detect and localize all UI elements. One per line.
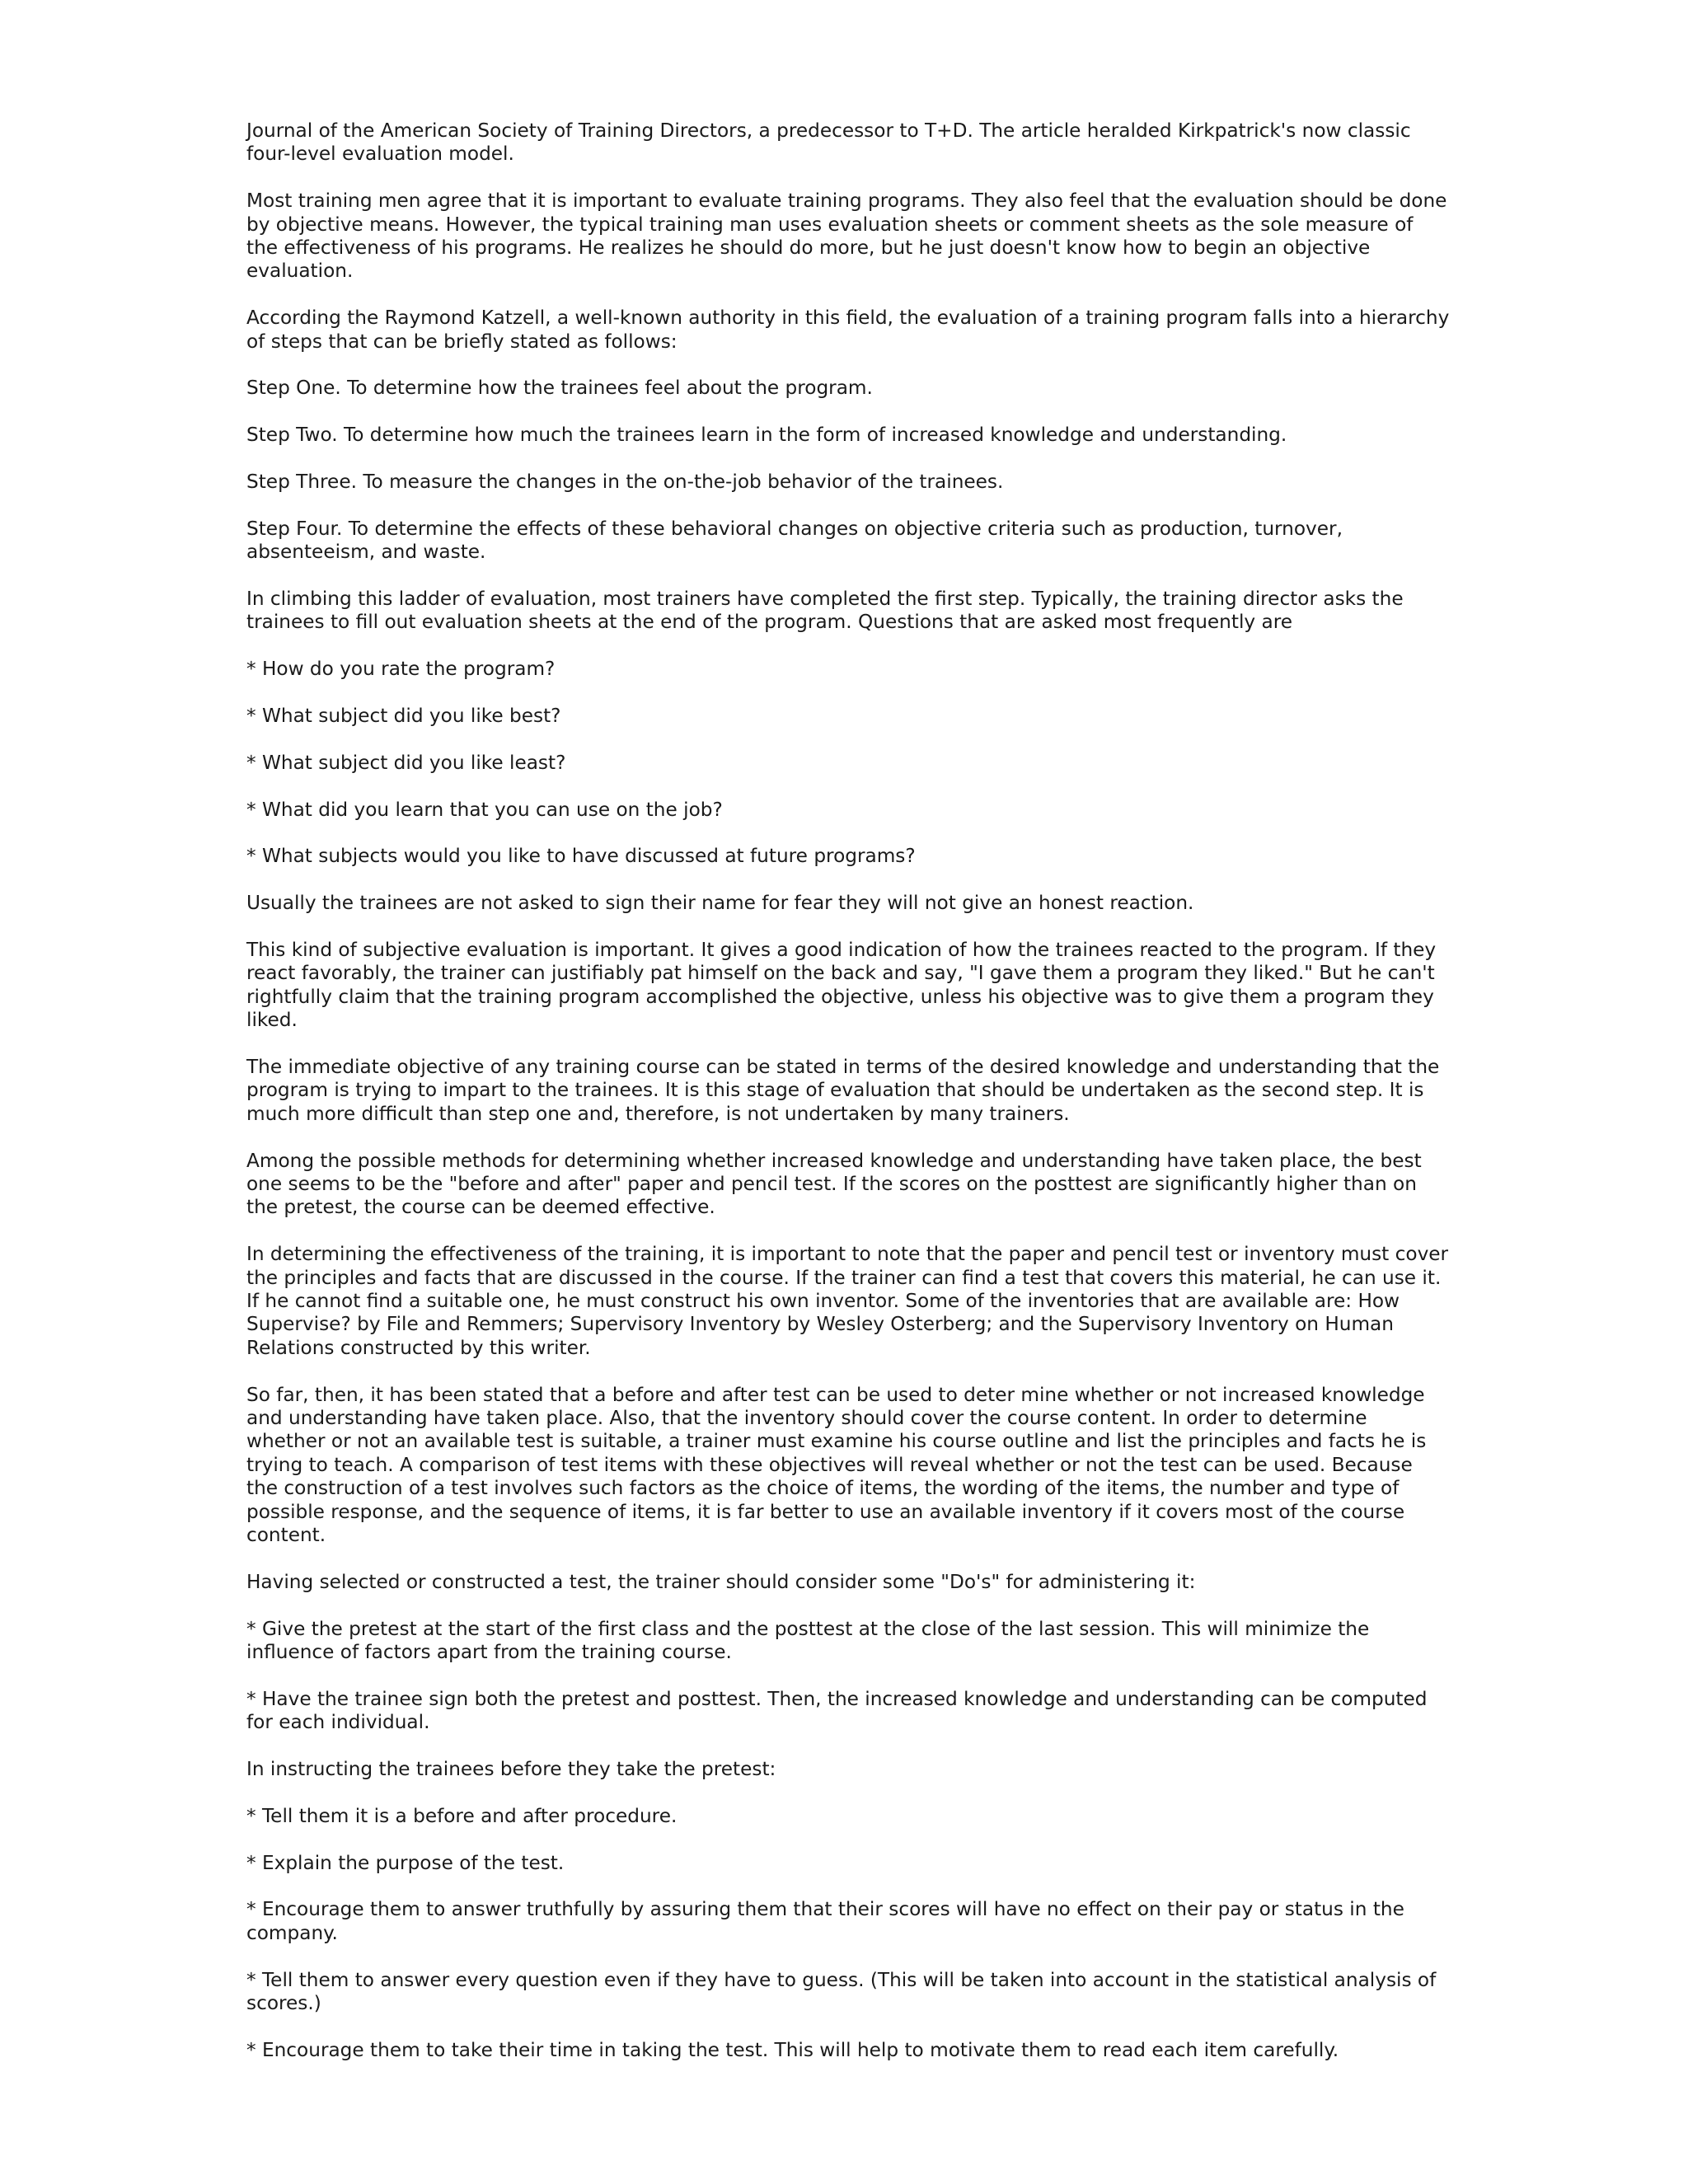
paragraph: Among the possible methods for determining whether increased knowledge and understanding have taken place, the best one seems to be the "before and after" paper and pencil test. If the scores on the posttest are significantly higher than on the pretest, the course can be deemed effective. <box>246 1149 1422 1219</box>
bullet-item: * Tell them to answer every question even if they have to guess. (This will be taken into account in the statistical analysis of scores.) <box>246 1968 1437 2015</box>
bullet-item: * Encourage them to take their time in taking the test. This will help to motivate them to read each item carefully. <box>246 2038 1339 2061</box>
bullet-item: * Explain the purpose of the test. <box>246 1851 565 1874</box>
step-item: Step Four. To determine the effects of these behavioral changes on objective criteria such as production, turnover, absenteeism, and waste. <box>246 517 1343 564</box>
paragraph: In climbing this ladder of evaluation, most trainers have completed the first step. Typically, the training director asks the trainees to fill out evaluation sheets at the end of the program. Questions that are asked most frequently are <box>246 588 1404 634</box>
bullet-item: * What subject did you like least? <box>246 751 566 774</box>
document-body <box>246 120 1450 2086</box>
bullet-item: * What did you learn that you can use on the job? <box>246 798 723 821</box>
paragraph: The immediate objective of any training course can be stated in terms of the desired knowledge and understanding that the program is trying to impart to the trainees. It is this stage of evaluation that should be undertaken as the second step. It is much more difficult than step one and, therefore, is not undertaken by many trainers. <box>246 1056 1440 1125</box>
paragraph: Usually the trainees are not asked to sign their name for fear they will not give an honest reaction. <box>246 892 1194 915</box>
bullet-item: * Encourage them to answer truthfully by assuring them that their scores will have no effect on their pay or status in the company. <box>246 1898 1404 1944</box>
paragraph: In instructing the trainees before they take the pretest: <box>246 1758 776 1781</box>
step-item: Step One. To determine how the trainees feel about the program. <box>246 377 873 400</box>
bullet-item: * Have the trainee sign both the pretest and posttest. Then, the increased knowledge and understanding can be computed for each individual. <box>246 1687 1428 1734</box>
bullet-item: * What subjects would you like to have discussed at future programs? <box>246 845 916 868</box>
paragraph: Having selected or constructed a test, the trainer should consider some "Do's" for administering it: <box>246 1570 1196 1593</box>
paragraph-intro: Journal of the American Society of Training Directors, a predecessor to T+D. The article heralded Kirkpatrick's now classic four-level evaluation model. <box>246 120 1411 166</box>
bullet-item: * How do you rate the program? <box>246 658 556 681</box>
bullet-item: * What subject did you like best? <box>246 705 561 728</box>
paragraph: Most training men agree that it is important to evaluate training programs. They also feel that the evaluation should be done by objective means. However, the typical training man uses evaluation sheets or comment sheets as the sole measure of the effectiveness of his programs. He realizes he should do more, but he just doesn't know how to begin an objective evaluation. <box>246 190 1447 283</box>
step-item: Step Three. To measure the changes in the on-the-job behavior of the trainees. <box>246 471 1004 494</box>
paragraph: So far, then, it has been stated that a before and after test can be used to deter mine whether or not increased knowledge and understanding have taken place. Also, that the inventory should cover the course content. In order to determine whether or not an available test is suitable, a trainer must examine his course outline and list the principles and facts he is trying to teach. A comparison of test items with these objectives will reveal whether or not the test can be used. Because the construction of a test involves such factors as the choice of items, the wording of the items, the number and type of possible response, and the sequence of items, it is far better to use an available inventory if it covers most of the course content. <box>246 1383 1427 1547</box>
paragraph: According the Raymond Katzell, a well-known authority in this field, the evaluation of a training program falls into a hierarchy of steps that can be briefly stated as follows: <box>246 307 1450 353</box>
step-item: Step Two. To determine how much the trainees learn in the form of increased knowledge and understanding. <box>246 424 1287 447</box>
paragraph: In determining the effectiveness of the training, it is important to note that the paper and pencil test or inventory must cover the principles and facts that are discussed in the course. If the trainer can find a test that covers this material, he can use it. If he cannot find a suitable one, he must construct his own inventor. Some of the inventories that are available are: How Supervise? by File and Remmers; Supervisory Inventory by Wesley Osterberg; and the Supervisory Inventory on Human Relations constructed by this writer. <box>246 1243 1449 1359</box>
bullet-item: * Tell them it is a before and after procedure. <box>246 1804 678 1827</box>
bullet-item: * Give the pretest at the start of the first class and the posttest at the close of the last session. This will minimize the influence of factors apart from the training course. <box>246 1617 1370 1664</box>
paragraph: This kind of subjective evaluation is important. It gives a good indication of how the trainees reacted to the program. If they react favorably, the trainer can justifiably pat himself on the back and say, "I gave them a program they liked." But he can't rightfully claim that the training program accomplished the objective, unless his objective was to give them a program they liked. <box>246 939 1437 1032</box>
